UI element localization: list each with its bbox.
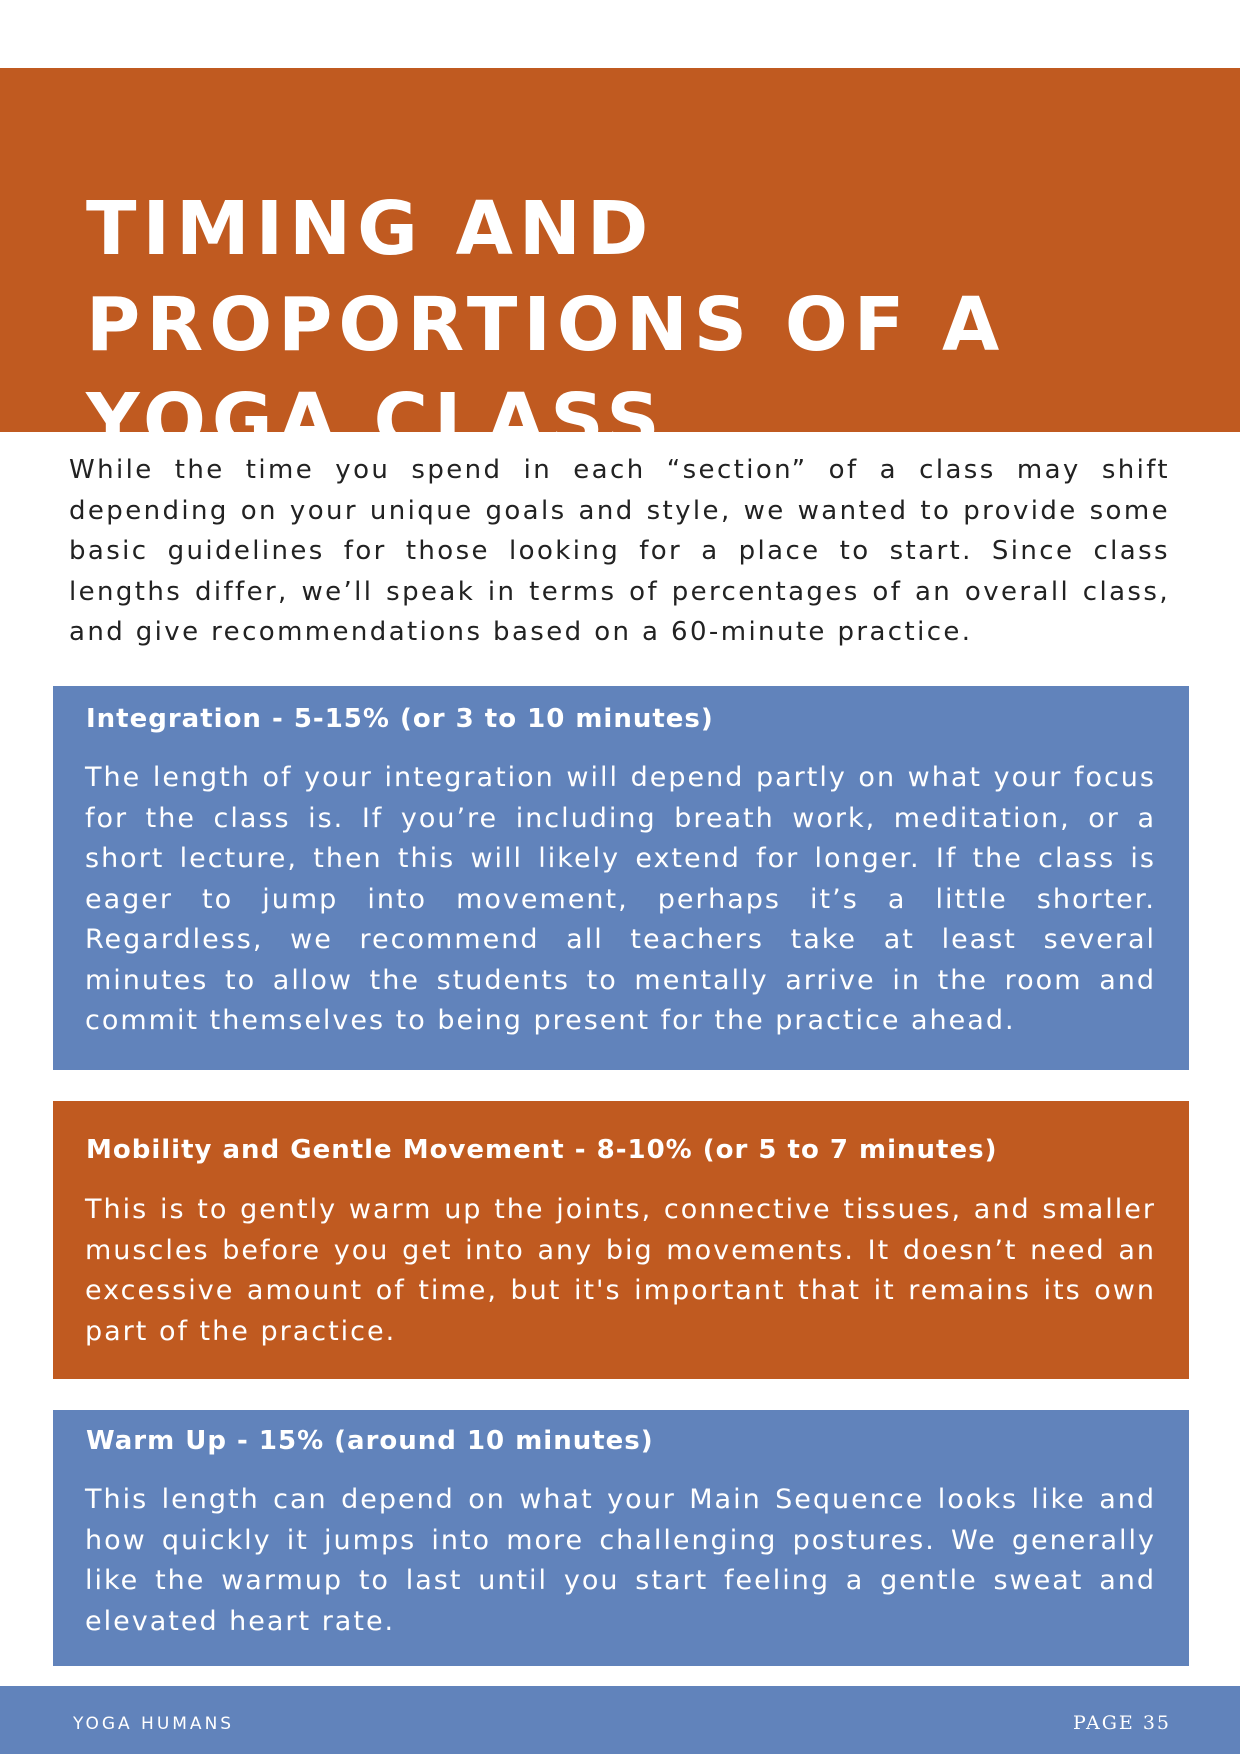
page-title-line-3: YOGA CLASS <box>86 378 666 464</box>
footer-brand: YOGA HUMANS <box>73 1714 235 1734</box>
intro-paragraph: While the time you spend in each “section” of a class may shift depending on your unique goals and style, we wanted to provide some basic guidelines for those looking for a place to start. Since class lengths differ, we’ll speak in terms of percentages of an overall class, and give recommendations based on a 60-minute practice. <box>69 455 1170 647</box>
page-number: PAGE 35 <box>1072 1712 1171 1734</box>
section-card-mobility <box>53 1101 1189 1379</box>
section-heading-integration: Integration - 5-15% (or 3 to 10 minutes) <box>86 704 714 734</box>
section-body-integration: The length of your integration will depend partly on what your focus for the class is. If you’re including breath work, meditation, or a short lecture, then this will likely extend for longer. If the class is eager to jump into movement, perhaps it’s a little shorter. Regardless, we recommend all teachers take at least several minutes to allow the students to mentally arrive in the room and commit themselves to being present for the practice ahead. <box>85 762 1156 1036</box>
page-title-line-1: TIMING AND <box>86 186 655 272</box>
section-body-mobility: This is to gently warm up the joints, connective tissues, and smaller muscles before you get into any big movements. It doesn’t need an excessive amount of time, but it's important that it remains its own part of the practice. <box>85 1194 1156 1347</box>
section-card-warm-up <box>53 1410 1189 1666</box>
section-body-warm-up: This length can depend on what your Main Sequence looks like and how quickly it jumps into more challenging postures. We generally like the warmup to last until you start feeling a gentle sweat and elevated heart rate. <box>85 1484 1156 1637</box>
title-banner <box>0 68 1240 464</box>
section-heading-mobility: Mobility and Gentle Movement - 8-10% (or 5 to 7 minutes) <box>86 1135 998 1165</box>
page-footer <box>0 1686 1240 1754</box>
section-card-integration <box>53 686 1189 1070</box>
page-title-line-2: PROPORTIONS OF A <box>86 282 1006 368</box>
page-title <box>86 181 1206 469</box>
section-heading-warm-up: Warm Up - 15% (around 10 minutes) <box>86 1426 654 1456</box>
